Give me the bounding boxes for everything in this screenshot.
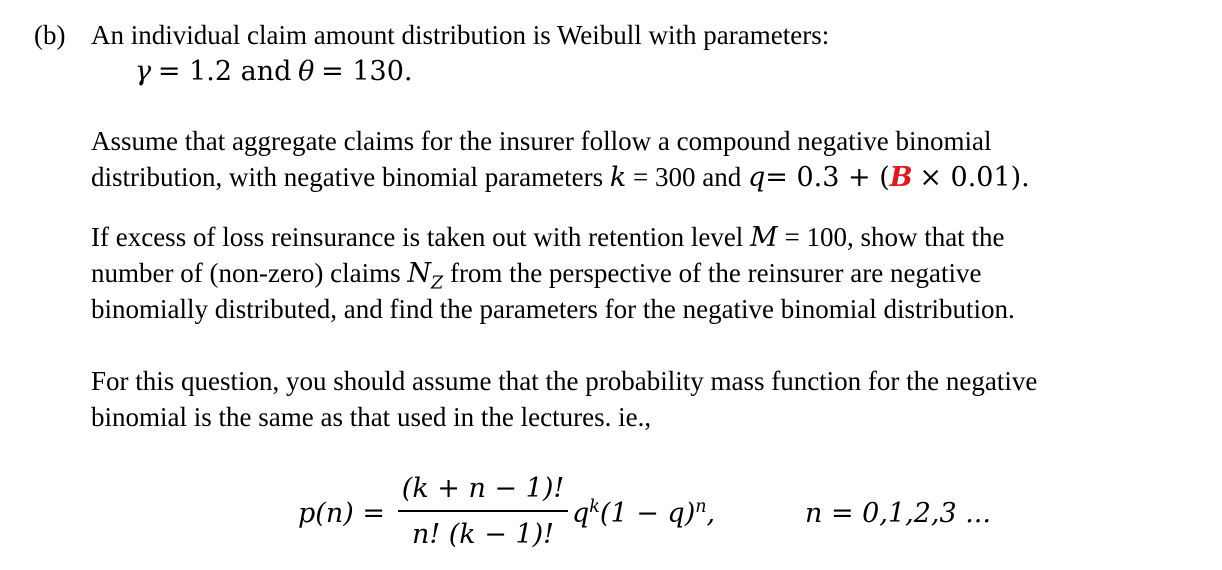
question-intro: An individual claim amount distribution is Weibull with parameters: xyxy=(91,20,830,50)
rhs-k: k xyxy=(589,497,600,517)
aggregate-claims-text: distribution, with negative binomial parameters xyxy=(91,162,604,192)
gamma-value: = 1.2 and xyxy=(157,56,292,87)
student-variable-B: B xyxy=(889,162,913,193)
gamma-symbol: γ xyxy=(135,56,152,87)
assumption-line-2: binomial is the same as that used in the lectures. ie., xyxy=(91,402,652,432)
formula-rhs xyxy=(572,497,716,529)
assumption-line-1: For this question, you should assume that the probability mass function for the negative xyxy=(91,366,1038,396)
M-value: = 100, show that the xyxy=(784,222,1005,252)
reinsurance-text: If excess of loss reinsurance is taken out with retention level xyxy=(91,222,744,252)
theta-symbol: θ xyxy=(298,56,315,87)
q-tail: × 0.01). xyxy=(919,162,1030,193)
theta-value: = 130. xyxy=(321,56,413,87)
q-value: = 0.3 + ( xyxy=(765,162,890,193)
rhs-mid: (1 − q) xyxy=(599,498,696,529)
rhs-q: q xyxy=(572,498,590,529)
k-value: = 300 and xyxy=(633,162,742,192)
formula-lhs: p(n) = xyxy=(298,498,385,529)
reinsurance-line-1 xyxy=(91,224,1004,251)
aggregate-claims-line-2 xyxy=(91,164,1030,191)
rhs-comma: , xyxy=(706,498,716,529)
N-subscript: Z xyxy=(431,273,444,294)
M-symbol: M xyxy=(750,222,778,253)
formula-numerator: (k + n − 1)! xyxy=(401,473,565,504)
formula-domain: n = 0,1,2,3 ... xyxy=(805,498,991,529)
reinsurance-line-2 xyxy=(91,258,982,294)
weibull-parameters xyxy=(135,58,412,85)
q-symbol: q xyxy=(747,162,766,193)
aggregate-claims-line-1: Assume that aggregate claims for the insurer follow a compound negative binomial xyxy=(91,126,992,156)
reinsurance-line-3: binomially distributed, and find the parameters for the negative binomial distribution. xyxy=(91,294,1015,324)
reinsurance-text-2: number of (non-zero) claims xyxy=(91,258,401,288)
reinsurance-text-3: from the perspective of the reinsurer are negative xyxy=(449,258,982,288)
formula-denominator: n! (k − 1)! xyxy=(411,519,555,550)
k-symbol: k xyxy=(609,162,627,193)
fraction-bar xyxy=(398,510,568,512)
rhs-n: n xyxy=(695,497,707,517)
part-label: (b) xyxy=(34,20,66,50)
N-symbol: N xyxy=(407,258,432,289)
